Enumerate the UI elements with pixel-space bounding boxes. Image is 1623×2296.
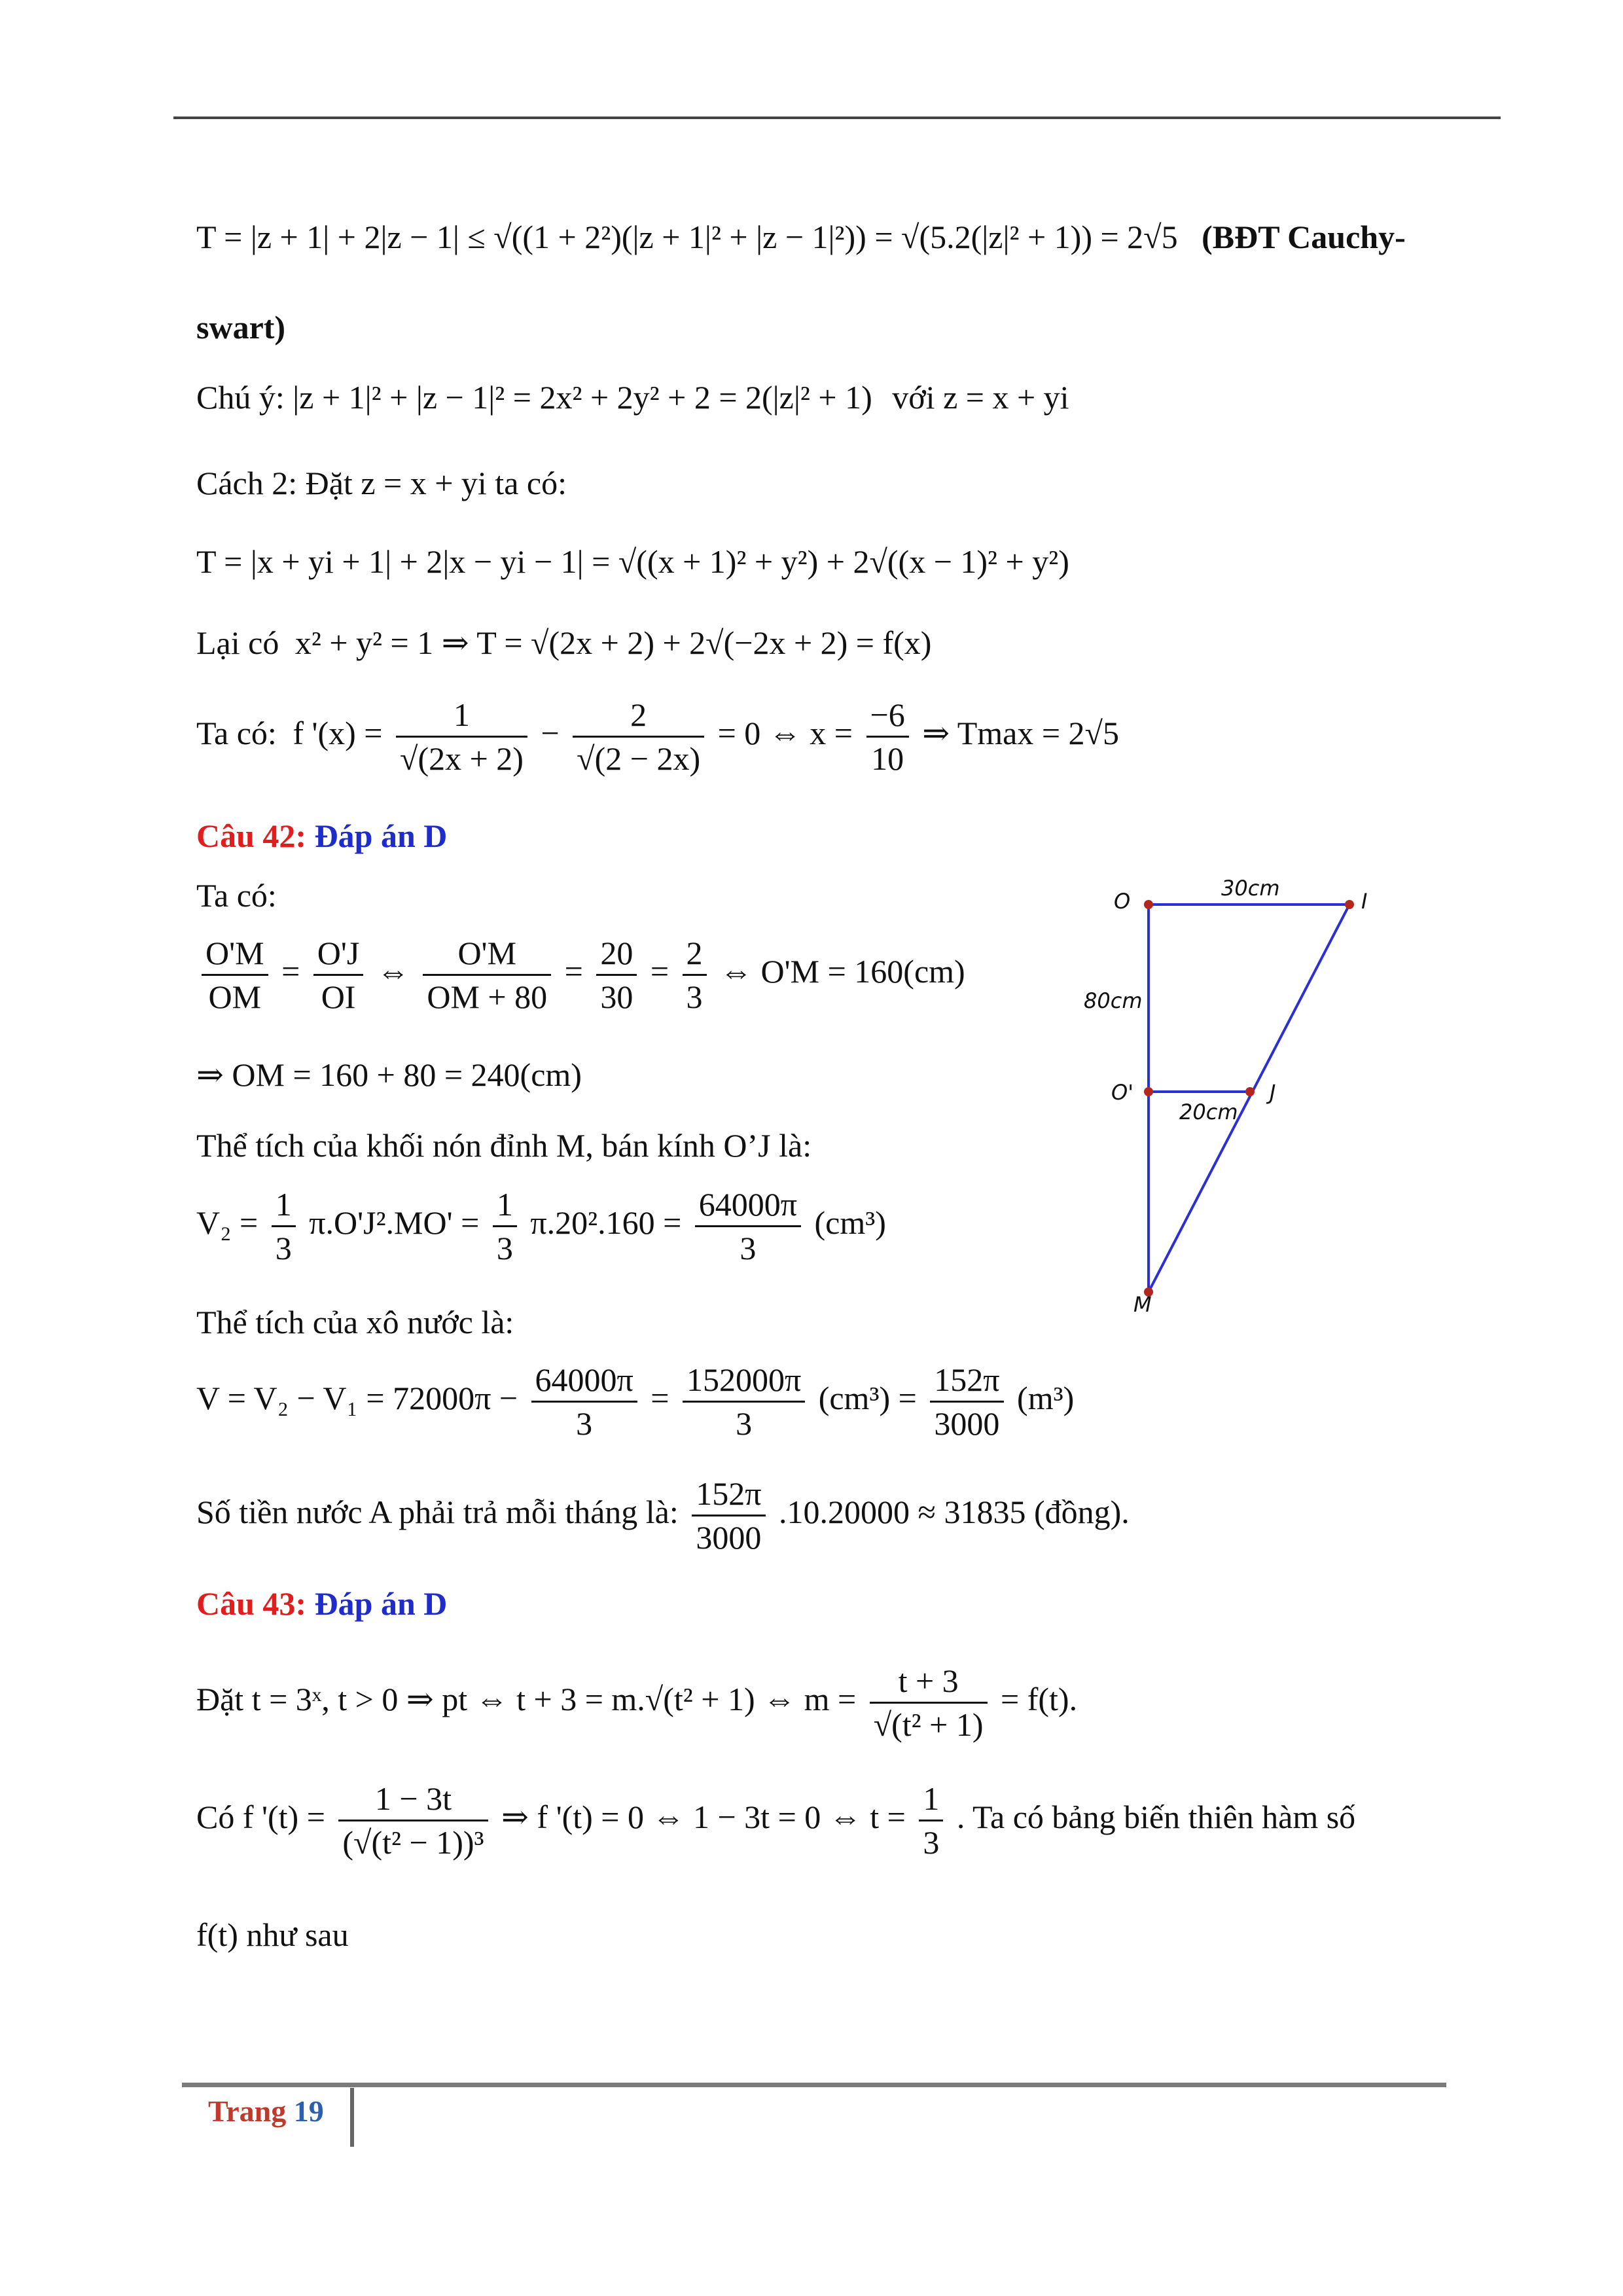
q43-dat: Đặt t = 3ˣ, t > 0 ⇒ pt ⇔ t + 3 = m.√(t² + 1) ⇔ m = $\frac{t + 3}{\text{√(t² + 1)}}$ = f(t).	[196, 1660, 1077, 1746]
fraction: $\frac{O'M}{OM}$	[202, 932, 268, 1018]
fraction: $\frac{1}{3}$	[493, 1183, 517, 1269]
label-O: O	[1114, 889, 1131, 914]
fraction: $\frac{152000\pi}{3}$	[683, 1359, 805, 1444]
cach2-intro: Cách 2: Đặt z = x + yi ta có:	[196, 465, 567, 501]
length-OpJ: 20cm	[1179, 1100, 1238, 1124]
cach2-derivative: Ta có: f '(x) = $\frac{1}{√(2x + 2)}$ − $\frac{2}{√(2 - 2x)}$ = 0 ⇔ x = $\frac{-6}{10}$ ⇒ Tmax = 2√5	[196, 694, 1119, 780]
cach2-tail: ⇒ Tmax = 2√5	[922, 714, 1119, 751]
q42-ta-co: Ta có:	[196, 877, 277, 914]
eq-cauchy-note: (BĐT Cauchy-	[1202, 219, 1406, 255]
length-OOp: 80cm	[1084, 988, 1143, 1013]
fraction: $\frac{152\pi}{3000}$	[692, 1473, 765, 1558]
q42-figure	[1073, 857, 1440, 1316]
fraction: $\frac{2}{√(2 - 2x)}$	[573, 694, 704, 780]
q42-the-tich-xo: Thể tích của xô nước là:	[196, 1304, 514, 1340]
fraction: $\frac{1 - 3t}{\text{(√(t² − 1))³}}$	[338, 1778, 488, 1863]
chu-y-line	[196, 376, 1069, 418]
q43-number: Câu 43:	[196, 1585, 307, 1622]
label-I: I	[1361, 889, 1368, 914]
cach2-lai-co-expr: x² + y² = 1 ⇒ T = √(2x + 2) + 2√(−2x + 2) = f(x)	[294, 624, 932, 661]
chu-y-tail: với z = x + yi	[892, 379, 1069, 416]
fraction: $\frac{1}{3}$	[272, 1183, 296, 1269]
point-O	[1144, 900, 1153, 909]
chu-y-label: Chú ý:	[196, 379, 285, 416]
q42-number: Câu 42:	[196, 817, 307, 854]
label-J: J	[1270, 1080, 1276, 1105]
cach2-mid: = 0 ⇔ x =	[717, 714, 853, 751]
fraction: $\frac{2}{3}$	[683, 932, 707, 1018]
q43-heading	[196, 1583, 447, 1624]
eq-cauchy	[196, 216, 1406, 258]
eq-cauchy-note-cont: swart)	[196, 309, 286, 346]
fraction: $\frac{152\pi}{3000}$	[930, 1359, 1003, 1444]
q42-v: V = V₂ − V₁ = 72000π − $\frac{64000\pi}{3}$ = $\frac{152000\pi}{3}$ (cm³) = $\frac{152\pi}{3000}$ (m³)	[196, 1359, 1074, 1444]
label-O-prime: O'	[1111, 1080, 1133, 1105]
q42-tien: Số tiền nước A phải trả mỗi tháng là: $\frac{152\pi}{3000}$ .10.20000 ≈ 31835 (đồng).	[196, 1473, 1130, 1558]
segment-IM	[1149, 905, 1349, 1292]
q42-ratio-tail: ⇔ O'M = 160(cm)	[720, 952, 965, 990]
label-M: M	[1133, 1292, 1152, 1316]
fraction: $\frac{64000\pi}{3}$	[531, 1359, 637, 1444]
eq-cauchy-formula: T = |z + 1| + 2|z − 1| ≤ √((1 + 2²)(|z + 1|² + |z − 1|²)) = √(5.2(|z|² + 1)) = 2√5	[196, 219, 1178, 255]
fraction: $\frac{1}{√(2x + 2)}$	[396, 694, 527, 780]
footer-rule	[182, 2083, 1446, 2087]
footer-divider	[350, 2088, 354, 2147]
cach2-ta-co: Ta có:	[196, 714, 277, 751]
chu-y-formula: |z + 1|² + |z − 1|² = 2x² + 2y² + 2 = 2(|z|² + 1)	[293, 379, 872, 416]
point-O-prime	[1144, 1087, 1153, 1096]
fraction: $\frac{-6}{10}$	[866, 694, 909, 780]
fraction: $\frac{1}{3}$	[919, 1778, 943, 1863]
q43-answer: Đáp án D	[314, 1585, 448, 1622]
q43-co: Có f '(t) = $\frac{1 - 3t}{\text{(√(t² − 1))³}}$ ⇒ f '(t) = 0 ⇔ 1 − 3t = 0 ⇔ t = $\frac{1}{3}$ . Ta có bảng biến thiên hàm số	[196, 1778, 1355, 1863]
page-word: Trang	[208, 2094, 287, 2128]
fraction: $\frac{O'M}{OM + 80}$	[423, 932, 551, 1018]
q42-om-line: ⇒ OM = 160 + 80 = 240(cm)	[196, 1056, 582, 1093]
cach2-lai-co-label: Lại có	[196, 624, 279, 661]
fraction: $\frac{64000\pi}{3}$	[695, 1183, 801, 1269]
fraction: $\frac{t + 3}{\text{√(t² + 1)}}$	[870, 1660, 988, 1746]
point-I	[1345, 900, 1354, 909]
q42-the-tich-non: Thể tích của khối nón đỉnh M, bán kính O’J là:	[196, 1127, 812, 1164]
fraction: $\frac{O'J}{OI}$	[313, 932, 364, 1018]
q43-ft-line: f(t) như sau	[196, 1916, 349, 1953]
length-OI: 30cm	[1221, 876, 1280, 901]
cach2-deriv-lhs: f '(x) =	[293, 714, 383, 751]
cach2-lai-co	[196, 622, 931, 664]
fraction: $\frac{20}{30}$	[596, 932, 637, 1018]
page-value: 19	[293, 2094, 324, 2128]
q42-ratio: $\frac{O'M}{OM}$ = $\frac{O'J}{OI}$ ⇔ $\frac{O'M}{OM + 80}$ = $\frac{20}{30}$ = $\frac{2}{3}$ ⇔ O'M = 160(cm)	[196, 932, 965, 1018]
q42-heading	[196, 815, 447, 857]
cach2-t-expr: T = |x + yi + 1| + 2|x − yi − 1| = √((x + 1)² + y²) + 2√((x − 1)² + y²)	[196, 543, 1069, 580]
point-J	[1245, 1087, 1255, 1096]
page-number	[208, 2092, 324, 2131]
q42-answer: Đáp án D	[314, 817, 448, 854]
header-rule	[173, 117, 1501, 119]
q42-v2: V₂ = $\frac{1}{3}$ π.O'J².MO' = $\frac{1}{3}$ π.20².160 = $\frac{64000\pi}{3}$ (cm³)	[196, 1183, 886, 1269]
